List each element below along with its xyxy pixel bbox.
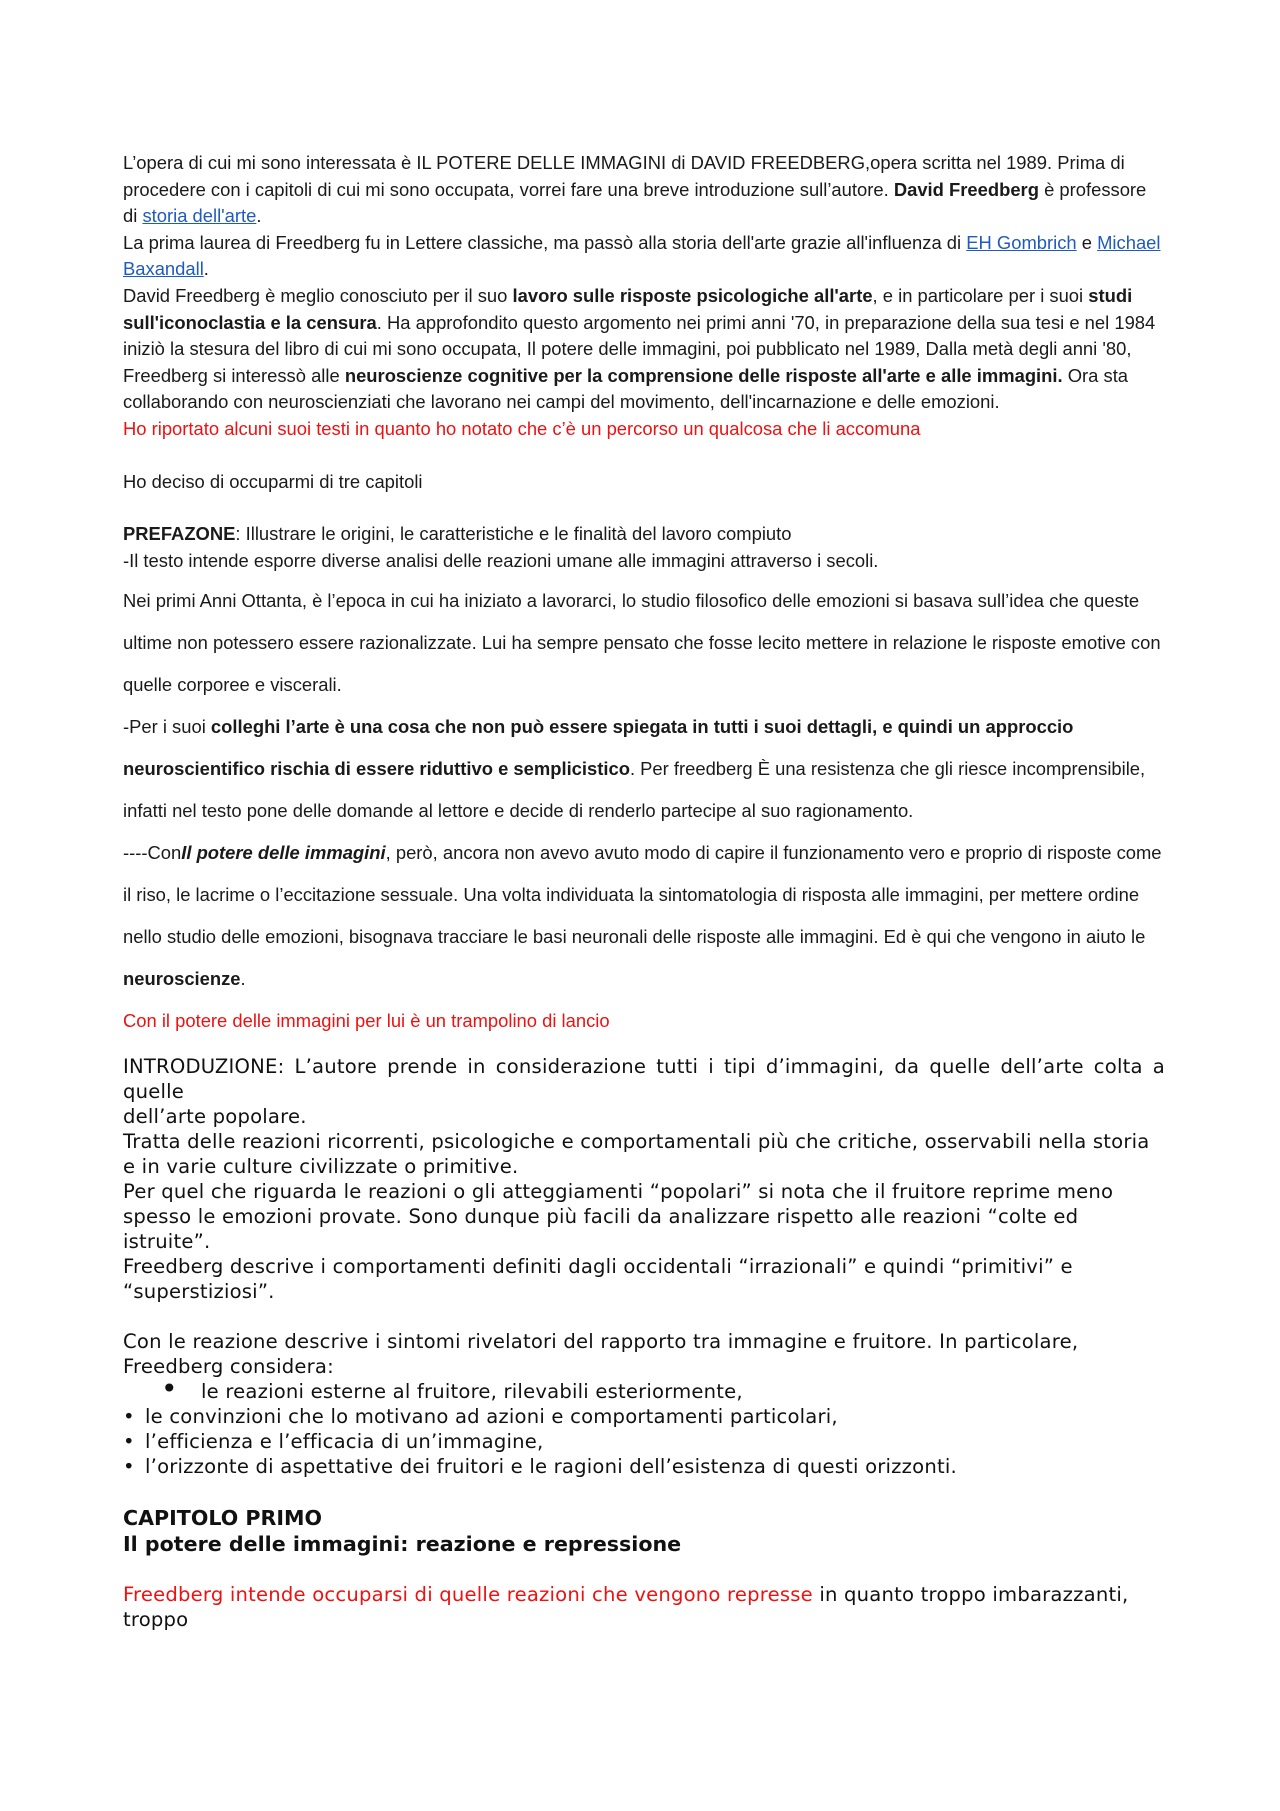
chapter-subheading: Il potere delle immagini: reazione e repressione bbox=[123, 1532, 682, 1557]
preface-paragraph-2: -Per i suoi colleghi l’arte è una cosa che non può essere spiegata in tutti i suoi dettagli, e quindi un approccio neuroscientifico rischia di essere riduttivo e semplicistico. Per freedberg È una resistenza che gli riesce incomprensibile, infatti nel testo pone delle domande al lettore e decide di renderlo partecipe al suo ragionamento. bbox=[123, 716, 1146, 822]
chapters-statement: Ho deciso di occuparmi di tre capitoli bbox=[123, 470, 423, 492]
document-page bbox=[123, 150, 1165, 1652]
introduzione-line-2: dell’arte popolare. bbox=[123, 1105, 307, 1129]
list-item: • l’efficienza e l’efficacia di un’immagine, bbox=[123, 1430, 544, 1454]
chapter-paragraph: Freedberg intende occuparsi di quelle reazioni che vengono represse in quanto troppo imbarazzanti, troppo bbox=[123, 1583, 1129, 1632]
author-intro-section bbox=[123, 150, 1165, 574]
preface-heading-line: PREFAZONE: Illustrare le origini, le caratteristiche e le finalità del lavoro compiuto bbox=[123, 523, 792, 545]
list-item: • l’orizzonte di aspettative dei fruitori e le ragioni dell’esistenza di questi orizzonti. bbox=[123, 1455, 957, 1479]
introduzione-line-1: INTRODUZIONE: L’autore prende in considerazione tutti i tipi d’immagini, da quelle dell’arte colta a quelle bbox=[123, 1055, 1165, 1104]
bullet-icon: • bbox=[123, 1405, 135, 1429]
introduzione-section bbox=[123, 1054, 1165, 1479]
link-gombrich[interactable]: EH Gombrich bbox=[966, 231, 1077, 253]
chapter-one-section bbox=[123, 1505, 1165, 1632]
preface-line-2: -Il testo intende esporre diverse analisi delle reazioni umane alle immagini attraverso i secoli. bbox=[123, 549, 879, 571]
introduzione-paragraph-5: Con le reazione descrive i sintomi rivelatori del rapporto tra immagine e fruitore. In particolare, Freedberg considera: bbox=[123, 1330, 1079, 1379]
link-baxandall[interactable]: Michael Baxandall bbox=[123, 231, 1161, 280]
introduzione-paragraph-4: Freedberg descrive i comportamenti definiti dagli occidentali “irrazionali” e quindi “primitivi” e “superstiziosi”. bbox=[123, 1255, 1073, 1304]
link-storia-arte[interactable]: storia dell'arte bbox=[142, 205, 257, 227]
preface-red-note: Con il potere delle immagini per lui è un trampolino di lancio bbox=[123, 1010, 610, 1032]
intro-paragraph-2: La prima laurea di Freedberg fu in Lettere classiche, ma passò alla storia dell'arte grazie all'influenza di EH Gombrich e Michael Baxandall. bbox=[123, 231, 1161, 280]
introduzione-paragraph-3: Per quel che riguarda le reazioni o gli atteggiamenti “popolari” si nota che il fruitore reprime meno spesso le emozioni provate. Sono dunque più facili da analizzare rispetto alle reazioni “colte ed istruite”. bbox=[123, 1180, 1114, 1254]
bullet-icon: • bbox=[123, 1455, 135, 1479]
bullet-icon: • bbox=[123, 1430, 135, 1454]
intro-paragraph-3: David Freedberg è meglio conosciuto per il suo lavoro sulle risposte psicologiche all'arte, e in particolare per i suoi studi sull'iconoclastia e la censura. Ha approfondito questo argomento nei primi anni '70, in preparazione della sua tesi e nel 1984 iniziò la stesura del libro di cui mi sono occupata, Il potere delle immagini, poi pubblicato nel 1989, Dalla metà degli anni '80, Freedberg si interessò alle neuroscienze cognitive per la comprensione delle risposte all'arte e alle immagini. Ora sta collaborando con neuroscienziati che lavorano nei campi del movimento, dell'incarnazione e delle emozioni. bbox=[123, 284, 1156, 413]
preface-label: PREFAZONE bbox=[123, 523, 236, 545]
bullet-icon: • bbox=[161, 1372, 178, 1406]
intro-red-note: Ho riportato alcuni suoi testi in quanto ho notato che c’è un percorso un qualcosa che li accomuna bbox=[123, 417, 921, 439]
list-item: • le reazioni esterne al fruitore, rilevabili esteriormente, bbox=[123, 1379, 1165, 1404]
intro-paragraph-1: L’opera di cui mi sono interessata è IL POTERE DELLE IMMAGINI di DAVID FREEDBERG,opera scritta nel 1989. Prima di procedere con i capitoli di cui mi sono occupata, vorrei fare una breve introduzione sull’autore. David Freedberg è professore di storia dell'arte. bbox=[123, 152, 1147, 227]
chapter-heading: CAPITOLO PRIMO bbox=[123, 1506, 323, 1531]
list-item: • le convinzioni che lo motivano ad azioni e comportamenti particolari, bbox=[123, 1405, 838, 1429]
preface-paragraph-1: Nei primi Anni Ottanta, è l’epoca in cui ha iniziato a lavorarci, lo studio filosofico delle emozioni si basava sull’idea che queste ultime non potessero essere razionalizzate. Lui ha sempre pensato che fosse lecito mettere in relazione le risposte emotive con quelle corporee e viscerali. bbox=[123, 590, 1161, 696]
introduzione-paragraph-2: Tratta delle reazioni ricorrenti, psicologiche e comportamentali più che critiche, osservabili nella storia e in varie culture civilizzate o primitive. bbox=[123, 1130, 1150, 1179]
preface-section bbox=[123, 580, 1165, 1042]
preface-paragraph-3: ----ConIl potere delle immagini, però, ancora non avevo avuto modo di capire il funzionamento vero e proprio di risposte come il riso, le lacrime o l’eccitazione sessuale. Una volta individuata la sintomatologia di risposta alle immagini, per mettere ordine nello studio delle emozioni, bisognava tracciare le basi neuronali delle risposte alle immagini. Ed è qui che vengono in aiuto le neuroscienze. bbox=[123, 842, 1162, 990]
